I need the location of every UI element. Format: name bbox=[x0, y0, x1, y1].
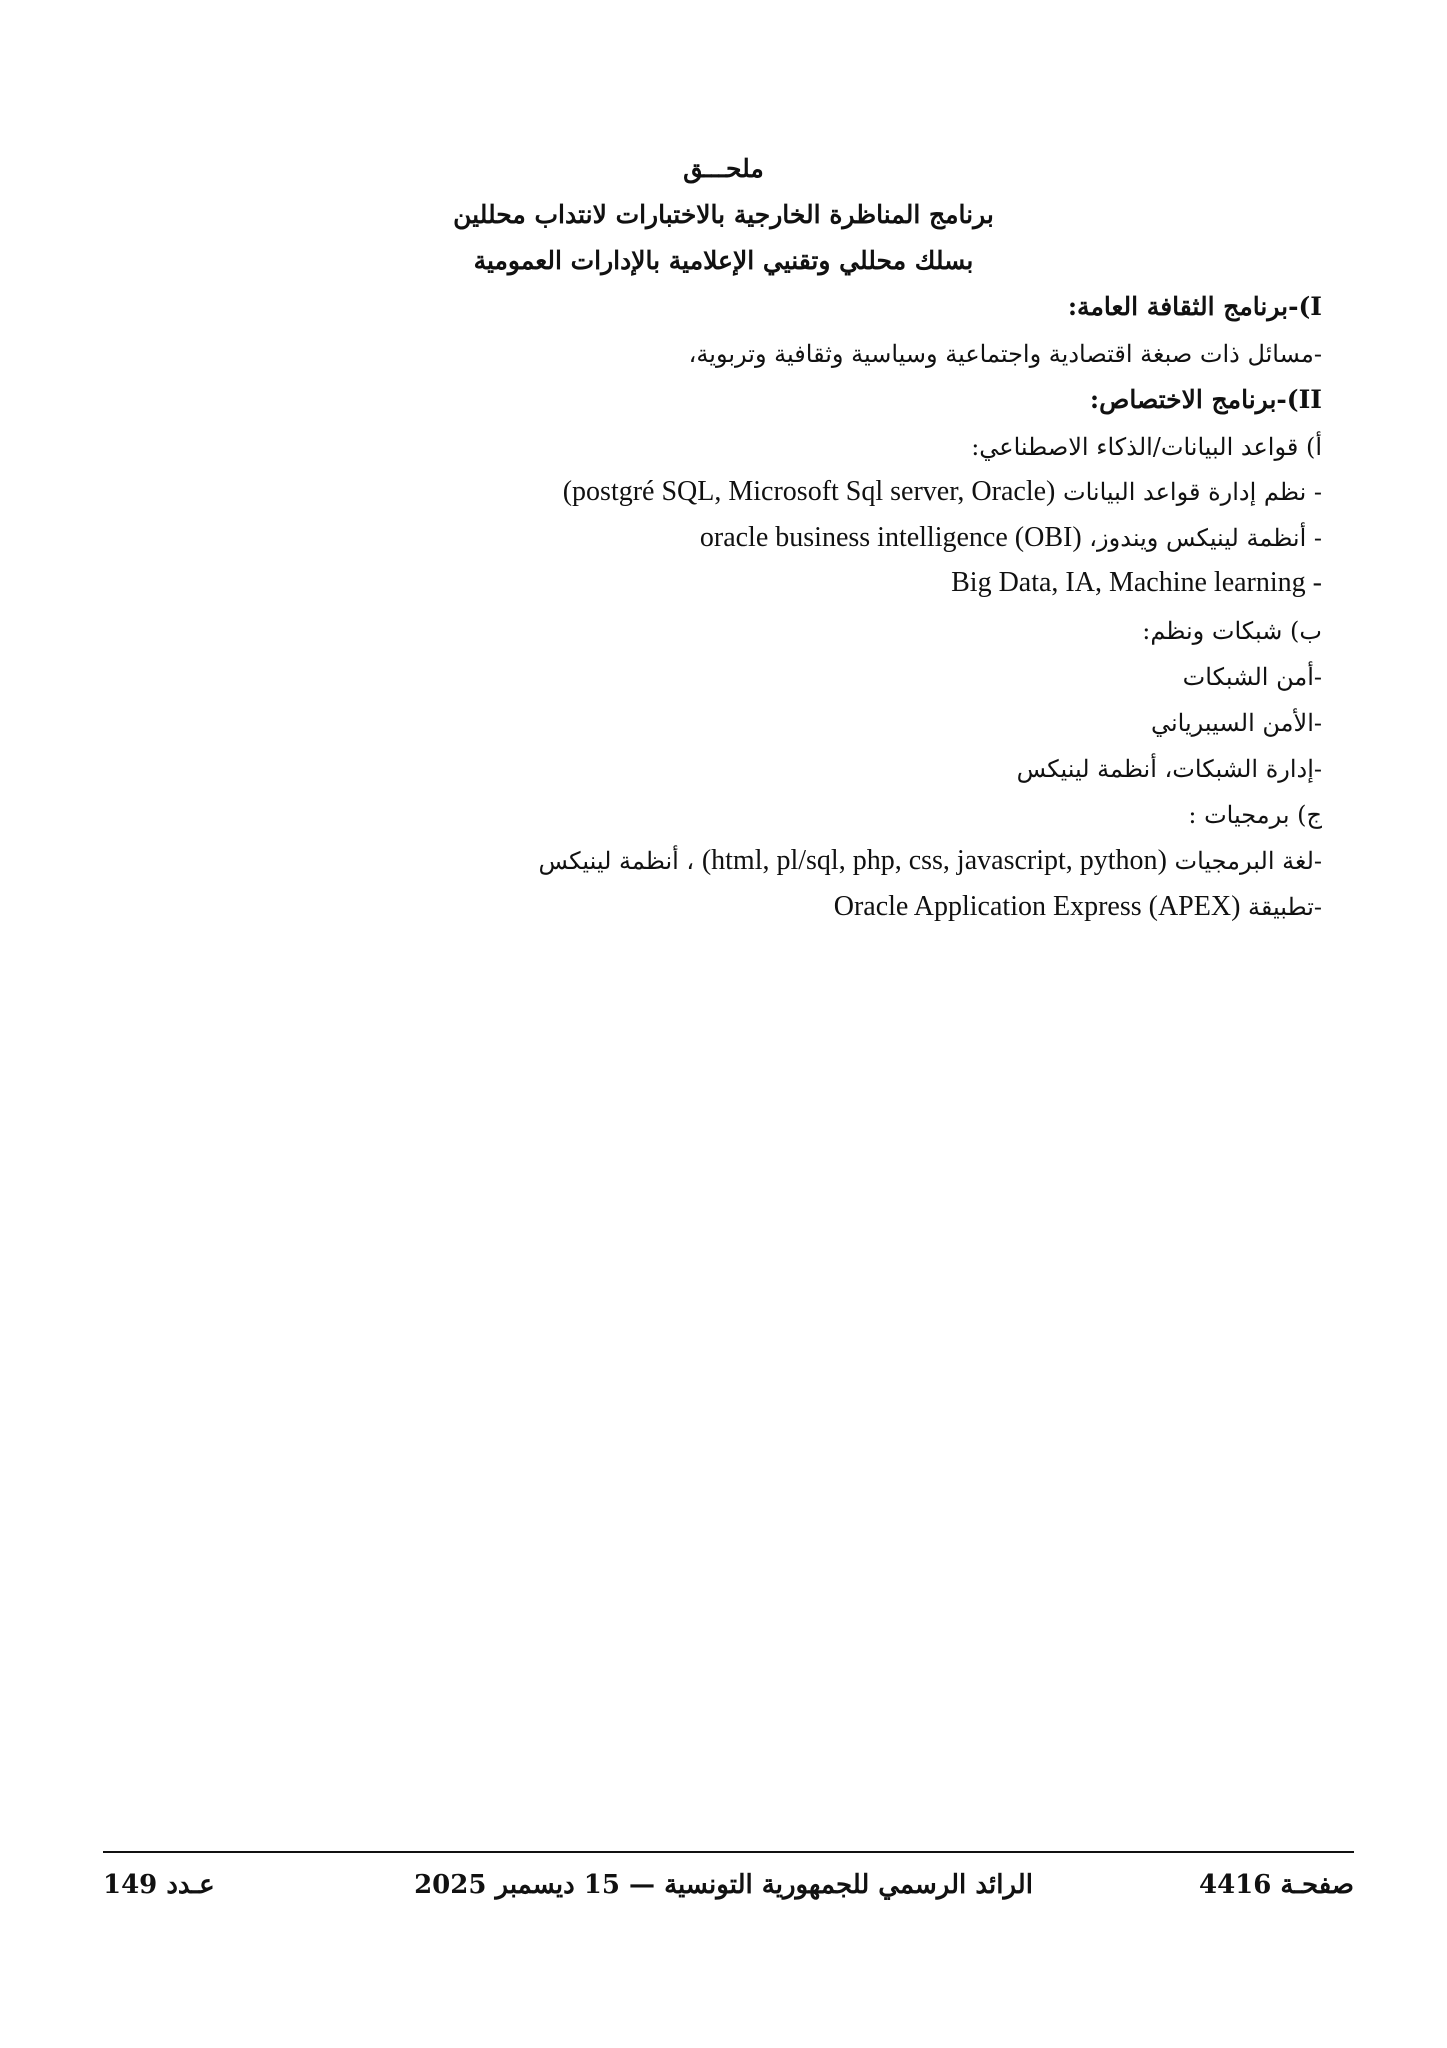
list-item-os-obi-arabic: - أنظمة لينيكس ويندوز، bbox=[1089, 524, 1322, 552]
document-title-line-2: بسلك محللي وتقنيي الإعلامية بالإدارات العمومية bbox=[473, 246, 974, 275]
list-item-languages-arabic: -لغة البرمجيات bbox=[1174, 847, 1322, 875]
subsection-software-title: ج) برمجيات : bbox=[1188, 801, 1322, 829]
list-item-languages-tail: ، أنظمة لينيكس bbox=[538, 847, 695, 875]
list-item-dbms bbox=[563, 475, 1322, 509]
list-item-big-data: - Big Data, IA, Machine learning bbox=[951, 567, 1322, 598]
list-item-cybersecurity: -الأمن السيبرياني bbox=[1150, 709, 1322, 737]
list-item-programming-languages bbox=[539, 844, 1323, 878]
document-title-line-1: برنامج المناظرة الخارجية بالاختبارات لانتداب محللين bbox=[453, 200, 994, 229]
list-item-apex-latin: Oracle Application Express (APEX) bbox=[833, 891, 1241, 922]
footer-divider bbox=[103, 1851, 1354, 1853]
list-item-network-admin: -إدارة الشبكات، أنظمة لينيكس bbox=[1016, 755, 1322, 783]
section-specialty-title: II)-برنامج الاختصاص: bbox=[1089, 385, 1322, 414]
list-item-apex bbox=[834, 890, 1322, 924]
subsection-databases-ai-title: أ) قواعد البيانات/الذكاء الاصطناعي: bbox=[971, 433, 1322, 461]
footer-page-number: صفحـة 4416 bbox=[1199, 1870, 1354, 1900]
section-general-culture-title: I)-برنامج الثقافة العامة: bbox=[1067, 292, 1322, 321]
subsection-networks-title: ب) شبكات ونظم: bbox=[1142, 617, 1322, 645]
footer-journal-date: الرائد الرسمي للجمهورية التونسية — 15 ديسمبر 2025 bbox=[414, 1870, 1033, 1900]
list-item-languages-latin: (html, pl/sql, php, css, javascript, python) bbox=[701, 845, 1167, 876]
list-item-network-security: -أمن الشبكات bbox=[1182, 663, 1322, 691]
annex-heading: ملحـــق bbox=[683, 154, 764, 183]
list-item-apex-arabic: -تطبيقة bbox=[1248, 893, 1322, 921]
list-item-os-obi bbox=[700, 521, 1322, 555]
list-item-os-obi-latin: (OBI) oracle business intelligence bbox=[699, 522, 1082, 553]
list-item-dbms-arabic: - نظم إدارة قواعد البيانات bbox=[1063, 478, 1322, 506]
list-item-dbms-latin: (postgré SQL, Microsoft Sql server, Oracle) bbox=[562, 476, 1056, 507]
general-culture-item: -مسائل ذات صبغة اقتصادية واجتماعية وسياسية وثقافية وتربوية، bbox=[688, 340, 1322, 368]
footer-issue-number: عـدد 149 bbox=[103, 1870, 215, 1900]
